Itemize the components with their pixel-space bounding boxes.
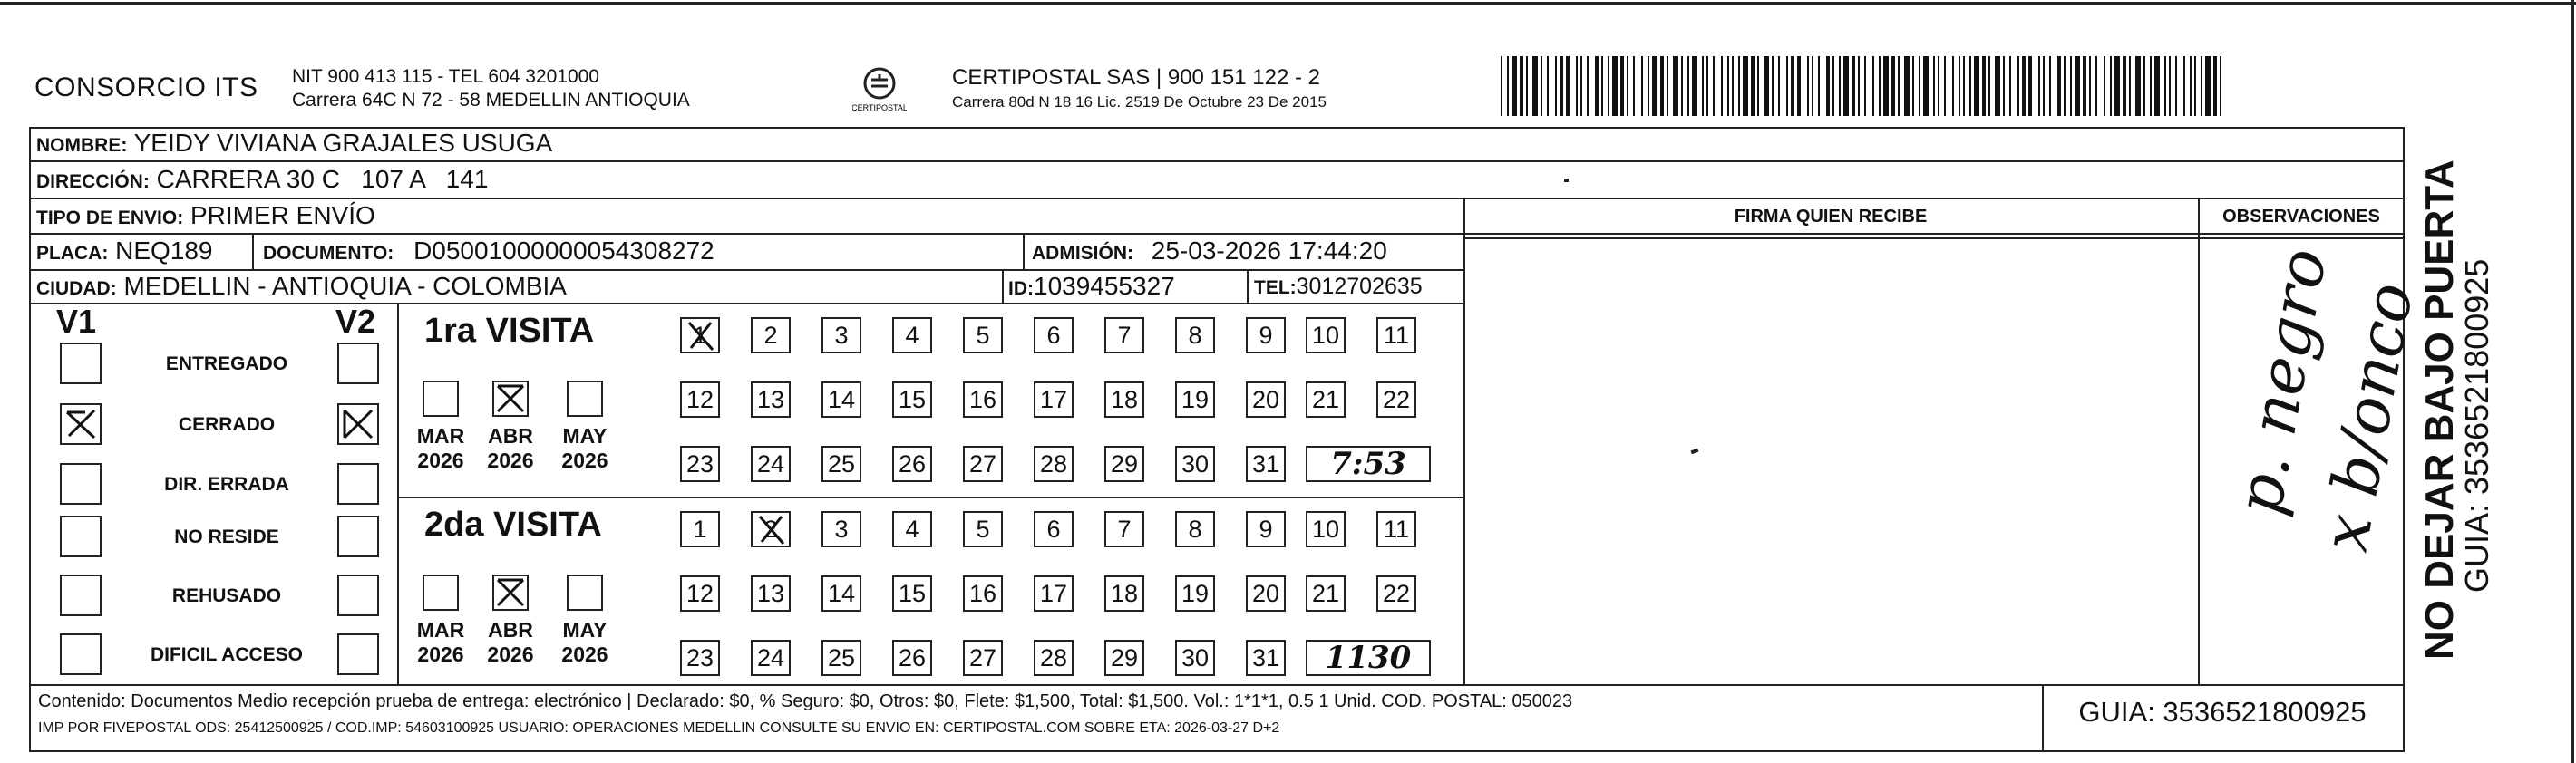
day-box[interactable]: 18 (1104, 382, 1144, 418)
barcode-bar (1757, 56, 1759, 116)
barcode-bar (1681, 56, 1683, 116)
admision-label: ADMISIÓN: (1032, 243, 1133, 264)
barcode-bar (2213, 56, 2217, 116)
check-x-icon (494, 576, 527, 609)
month-name: MAY (562, 618, 608, 642)
day-box[interactable]: 19 (1175, 575, 1215, 612)
barcode-bar (1982, 56, 1986, 116)
barcode-bar (1778, 56, 1780, 116)
month-name: ABR (488, 618, 533, 642)
month-checkbox[interactable] (567, 575, 603, 611)
day-box[interactable]: 27 (963, 446, 1003, 482)
status-label: REHUSADO (171, 585, 282, 606)
day-box[interactable]: 28 (1034, 640, 1074, 676)
barcode-bar (1648, 56, 1649, 116)
status-v2-checkbox[interactable] (337, 516, 379, 557)
v2-label: V2 (335, 303, 376, 340)
month-year: 2026 (417, 449, 464, 472)
barcode-bar (1501, 56, 1502, 116)
month-label (479, 424, 542, 473)
day-box[interactable]: 22 (1376, 575, 1416, 612)
v1-label: V1 (56, 303, 97, 340)
day-box[interactable]: 8 (1175, 317, 1215, 353)
day-box[interactable]: 2 (751, 511, 791, 547)
firma-header: FIRMA QUIEN RECIBE (1734, 207, 1928, 227)
barcode-bar (1791, 56, 1794, 116)
barcode-bar (2083, 56, 2086, 116)
status-v1-checkbox[interactable] (60, 575, 102, 616)
barcode-bar (1595, 56, 1599, 116)
barcode-bar (1959, 56, 1960, 116)
top-border (0, 2, 2576, 5)
day-box[interactable]: 31 (1246, 640, 1286, 676)
month-label (553, 618, 617, 667)
month-year: 2026 (561, 642, 608, 666)
day-mark-icon (754, 513, 789, 552)
day-box[interactable]: 25 (821, 640, 861, 676)
placa-cell (36, 235, 213, 270)
barcode-bar (2095, 56, 2097, 116)
day-box[interactable]: 10 (1306, 317, 1346, 353)
month-label (409, 618, 472, 667)
barcode-bar (1532, 56, 1538, 116)
barcode-bar (2089, 56, 2091, 116)
day-box[interactable]: 13 (751, 382, 791, 418)
barcode-bar (2075, 56, 2080, 116)
barcode-bar (1566, 56, 1570, 116)
logo-text: CERTIPOSTAL (852, 103, 907, 112)
nombre-label: NOMBRE: (36, 135, 128, 156)
day-mark-icon (684, 319, 718, 358)
barcode-bar (1612, 56, 1618, 116)
status-label: DIFICIL ACCESO (150, 644, 303, 665)
barcode-bar (1988, 56, 1990, 116)
barcode-bar (1933, 56, 1935, 116)
barcode-bar (1839, 56, 1841, 116)
day-box[interactable]: 24 (751, 446, 791, 482)
barcode-bar (1858, 56, 1860, 116)
day-box[interactable]: 28 (1034, 446, 1074, 482)
month-name: MAR (416, 424, 465, 448)
barcode-bar (1641, 56, 1643, 116)
barcode-bar (1692, 56, 1697, 116)
barcode-bar (1864, 56, 1866, 116)
ink-speck (1691, 449, 1699, 454)
barcode-bar (2017, 56, 2019, 116)
month-year: 2026 (487, 642, 534, 666)
day-box[interactable]: 29 (1104, 640, 1144, 676)
documento-value: D05001000000054308272 (413, 237, 714, 265)
barcode-bar (2110, 56, 2112, 116)
barcode-bar (2205, 56, 2211, 116)
day-box[interactable]: 27 (963, 640, 1003, 676)
day-box[interactable]: 5 (963, 317, 1003, 353)
footer-contenido: Contenido: Documentos Medio recepción prueba de entrega: electrónico | Declarado: $0, % Seguro: $0, Otros: $0, Flete: $1,500, Total: $1,500. Vol.: 1*1*1, 0.5 1 Unid. COD. POSTAL: 050023 (38, 691, 1573, 711)
status-label: CERRADO (178, 414, 276, 435)
day-box[interactable]: 1 (680, 317, 720, 353)
visit-divider (397, 497, 1463, 498)
day-box[interactable]: 23 (680, 640, 720, 676)
day-box[interactable]: 9 (1246, 317, 1286, 353)
day-box[interactable]: 29 (1104, 446, 1144, 482)
barcode-bar (1974, 56, 1979, 116)
barcode-bar (1786, 56, 1788, 116)
barcode-bar (1555, 56, 1557, 116)
tel-cell (1254, 270, 1423, 304)
barcode-bar (1633, 56, 1635, 116)
month-label (479, 618, 542, 667)
barcode-bar (1852, 56, 1855, 116)
company-info (292, 65, 690, 112)
barcode-bar (1667, 56, 1668, 116)
day-box[interactable]: 24 (751, 640, 791, 676)
status-v1-checkbox[interactable] (60, 343, 102, 384)
row-line (29, 684, 2405, 686)
day-box[interactable]: 30 (1175, 446, 1215, 482)
day-box[interactable]: 7 (1104, 317, 1144, 353)
placa-label: PLACA: (36, 243, 109, 264)
day-box[interactable]: 3 (821, 511, 861, 547)
barcode-bar (2150, 56, 2152, 116)
day-box[interactable]: 12 (680, 382, 720, 418)
day-box[interactable]: 20 (1246, 575, 1286, 612)
day-box[interactable]: 14 (821, 575, 861, 612)
status-v2-checkbox[interactable] (337, 463, 379, 505)
certipostal-logo-icon (852, 63, 907, 118)
observaciones-handwriting-1: p. negro (2221, 243, 2342, 521)
month-checkbox[interactable] (492, 381, 529, 417)
status-v2-checkbox[interactable] (337, 403, 379, 445)
day-box[interactable]: 11 (1376, 317, 1416, 353)
month-checkbox[interactable] (567, 381, 603, 417)
visit-title: 2da VISITA (424, 506, 602, 544)
barcode-bar (1576, 56, 1578, 116)
barcode-bar (2038, 56, 2040, 116)
day-box[interactable]: 12 (680, 575, 720, 612)
barcode-bar (1832, 56, 1834, 116)
barcode-bar (2220, 56, 2221, 116)
day-box[interactable]: 3 (821, 317, 861, 353)
id-value: 1039455327 (1034, 272, 1175, 300)
barcode-bar (1952, 56, 1954, 116)
day-box[interactable]: 7 (1104, 511, 1144, 547)
day-box[interactable]: 2 (751, 317, 791, 353)
placa-value: NEQ189 (115, 237, 213, 265)
ciudad-cell (36, 270, 567, 305)
status-v1-checkbox[interactable] (60, 633, 102, 675)
month-name: MAR (416, 618, 465, 642)
footer-impresion: IMP POR FIVEPOSTAL ODS: 25412500925 / COD.IMP: 54603100925 USUARIO: OPERACIONES MEDELLIN CONSULTE SU ENVIO EN: CERTIPOSTAL.COM SOBRE ETA: 2026-03-27 D+2 (38, 720, 1280, 736)
barcode-bar (2104, 56, 2105, 116)
month-checkbox[interactable] (423, 575, 459, 611)
barcode-bar (2003, 56, 2005, 116)
barcode-bar (1732, 56, 1734, 116)
barcode-bar (1660, 56, 1664, 116)
check-x-icon (62, 405, 100, 443)
day-box[interactable]: 15 (892, 382, 932, 418)
barcode-bar (2190, 56, 2192, 116)
day-box[interactable]: 4 (892, 317, 932, 353)
barcode-bar (1727, 56, 1729, 116)
admision-value: 25-03-2026 17:44:20 (1151, 237, 1387, 265)
id-label: ID: (1008, 278, 1034, 299)
right-border (2571, 0, 2574, 763)
direccion-label: DIRECCIÓN: (36, 171, 150, 192)
barcode-bar (1507, 56, 1509, 116)
status-v2-checkbox[interactable] (337, 343, 379, 384)
company-name: CONSORCIO ITS (34, 72, 258, 102)
barcode-bar (2169, 56, 2171, 116)
barcode-bar (1687, 56, 1689, 116)
check-x-icon (339, 405, 377, 443)
barcode-bar (1879, 56, 1881, 116)
barcode-bar (1826, 56, 1830, 116)
status-label: ENTREGADO (165, 353, 288, 374)
barcode-bar (2154, 56, 2160, 116)
ciudad-label: CIUDAD: (36, 278, 117, 299)
col-line (1023, 233, 1025, 269)
barcode-bar (1812, 56, 1813, 116)
direccion-row (36, 163, 488, 198)
month-year: 2026 (417, 642, 464, 666)
visit-time-box[interactable]: 1130 (1306, 640, 1431, 676)
barcode-bar (2043, 56, 2045, 116)
tipo-value: PRIMER ENVÍO (190, 201, 375, 229)
nombre-row (36, 127, 552, 162)
documento-label: DOCUMENTO: (263, 243, 394, 264)
day-box[interactable]: 21 (1306, 382, 1346, 418)
day-box[interactable]: 14 (821, 382, 861, 418)
barcode-bar (1764, 56, 1769, 116)
barcode-bar (2183, 56, 2185, 116)
barcode-bar (1772, 56, 1774, 116)
barcode-bar (2129, 56, 2131, 116)
barcode-bar (1751, 56, 1755, 116)
status-v2-checkbox[interactable] (337, 575, 379, 616)
day-box[interactable]: 4 (892, 511, 932, 547)
barcode-bar (1520, 56, 1523, 116)
day-box[interactable]: 17 (1034, 382, 1074, 418)
barcode-bar (1743, 56, 1748, 116)
barcode-bar (1706, 56, 1708, 116)
day-box[interactable]: 26 (892, 640, 932, 676)
barcode-bar (1807, 56, 1809, 116)
day-box[interactable]: 15 (892, 575, 932, 612)
barcode-bar (2135, 56, 2141, 116)
day-box[interactable]: 25 (821, 446, 861, 482)
day-box[interactable]: 6 (1034, 511, 1074, 547)
barcode-bar (1627, 56, 1628, 116)
day-box[interactable]: 16 (963, 382, 1003, 418)
barcode-bar (1923, 56, 1929, 116)
day-box[interactable]: 21 (1306, 575, 1346, 612)
col-line (1247, 269, 1249, 303)
barcode-bar (1560, 56, 1563, 116)
barcode-bar (2175, 56, 2177, 116)
courier-name: CERTIPOSTAL SAS | 900 151 122 - 2 (952, 65, 1320, 90)
col-line (2198, 198, 2200, 684)
day-box[interactable]: 13 (751, 575, 791, 612)
col-line (252, 233, 254, 269)
month-label (409, 424, 472, 473)
barcode-bar (1608, 56, 1609, 116)
direccion-value: CARRERA 30 C 107 A 141 (156, 165, 489, 193)
barcode-bar (1713, 56, 1715, 116)
day-box[interactable]: 17 (1034, 575, 1074, 612)
row-line (1463, 237, 2405, 239)
barcode-bar (1912, 56, 1914, 116)
barcode-bar (2143, 56, 2145, 116)
barcode-bar (1601, 56, 1603, 116)
month-checkbox[interactable] (492, 575, 529, 611)
barcode-bar (1818, 56, 1820, 116)
barcode-bar (1963, 56, 1965, 116)
day-box[interactable]: 26 (892, 446, 932, 482)
side-guia: GUIA: 3536521800925 (2458, 258, 2495, 593)
barcode-bar (1673, 56, 1678, 116)
barcode-bar (2022, 56, 2026, 116)
barcode-bar (1580, 56, 1582, 116)
day-box[interactable]: 9 (1246, 511, 1286, 547)
barcode-bar (1541, 56, 1542, 116)
barcode-bar (1652, 56, 1657, 116)
barcode-bar (1843, 56, 1849, 116)
barcode-bar (1938, 56, 1939, 116)
barcode-bar (2049, 56, 2051, 116)
certipostal-logo (852, 63, 907, 118)
observaciones-header: OBSERVACIONES (2222, 207, 2380, 227)
col-line (1002, 269, 1004, 303)
visit-title: 1ra VISITA (424, 312, 595, 350)
documento-cell (263, 235, 714, 270)
company-address: Carrera 64C N 72 - 58 MEDELLIN ANTIOQUIA (292, 90, 690, 111)
col-line (397, 303, 399, 684)
barcode-bar (2009, 56, 2011, 116)
tipo-label: TIPO DE ENVIO: (36, 208, 184, 228)
observaciones-handwriting-2: x b/onco (2308, 276, 2428, 557)
tipo-row (36, 199, 375, 235)
id-cell (1008, 270, 1175, 305)
barcode-bar (2164, 56, 2166, 116)
barcode-bar (2064, 56, 2066, 116)
barcode-bar (2114, 56, 2120, 116)
barcode-bar (2028, 56, 2032, 116)
barcode-bar (1797, 56, 1801, 116)
month-year: 2026 (487, 449, 534, 472)
day-box[interactable]: 10 (1306, 511, 1346, 547)
barcode-bar (1969, 56, 1971, 116)
barcode-bar (1587, 56, 1589, 116)
status-v1-checkbox[interactable] (60, 403, 102, 445)
day-box[interactable]: 30 (1175, 640, 1215, 676)
day-box[interactable]: 5 (963, 511, 1003, 547)
day-box[interactable]: 18 (1104, 575, 1144, 612)
col-line (1463, 198, 1465, 684)
barcode-bar (1620, 56, 1624, 116)
status-v1-checkbox[interactable] (60, 463, 102, 505)
barcode-bar (2123, 56, 2126, 116)
month-checkbox[interactable] (423, 381, 459, 417)
day-box[interactable]: 6 (1034, 317, 1074, 353)
courier-address: Carrera 80d N 18 16 Lic. 2519 De Octubre 23 De 2015 (952, 93, 1327, 111)
status-v1-checkbox[interactable] (60, 516, 102, 557)
frame-bottom (29, 750, 2405, 752)
day-box[interactable]: 11 (1376, 511, 1416, 547)
courier-info (952, 65, 1327, 114)
day-box[interactable]: 16 (963, 575, 1003, 612)
check-x-icon (494, 382, 527, 415)
status-v2-checkbox[interactable] (337, 633, 379, 675)
barcode-bar (2194, 56, 2196, 116)
barcode-bar (2057, 56, 2061, 116)
month-year: 2026 (561, 449, 608, 472)
no-dejar-warning: NO DEJAR BAJO PUERTA (2417, 159, 2462, 660)
barcode (1501, 56, 2224, 116)
barcode-bar (1512, 56, 1517, 116)
footer-guia: GUIA: 3536521800925 (2078, 696, 2367, 728)
barcode-bar (1995, 56, 2000, 116)
day-box[interactable]: 1 (680, 511, 720, 547)
tel-label: TEL: (1254, 277, 1297, 298)
barcode-bar (1872, 56, 1874, 116)
company-nit-tel: NIT 900 413 115 - TEL 604 3201000 (292, 66, 599, 87)
barcode-bar (1883, 56, 1889, 116)
barcode-bar (1891, 56, 1895, 116)
barcode-bar (1904, 56, 1910, 116)
day-box[interactable]: 23 (680, 446, 720, 482)
ciudad-value: MEDELLIN - ANTIOQUIA - COLOMBIA (123, 272, 567, 300)
ink-speck (1564, 179, 1569, 182)
barcode-bar (1944, 56, 1946, 116)
admision-cell (1032, 235, 1387, 270)
nombre-value: YEIDY VIVIANA GRAJALES USUGA (133, 129, 553, 157)
month-name: MAY (562, 424, 608, 448)
day-box[interactable]: 8 (1175, 511, 1215, 547)
status-label: DIR. ERRADA (164, 474, 289, 495)
barcode-bar (2201, 56, 2202, 116)
barcode-bar (1919, 56, 1920, 116)
barcode-bar (1898, 56, 1900, 116)
day-box[interactable]: 19 (1175, 382, 1215, 418)
day-box[interactable]: 20 (1246, 382, 1286, 418)
barcode-bar (1738, 56, 1740, 116)
frame-right (2403, 127, 2405, 752)
day-box[interactable]: 31 (1246, 446, 1286, 482)
frame-left (29, 127, 31, 752)
barcode-bar (1721, 56, 1723, 116)
status-label: NO RESIDE (174, 526, 279, 547)
tel-value: 3012702635 (1296, 274, 1423, 299)
barcode-bar (1526, 56, 1528, 116)
barcode-bar (2070, 56, 2072, 116)
barcode-bar (1702, 56, 1704, 116)
month-name: ABR (488, 424, 533, 448)
barcode-bar (1547, 56, 1549, 116)
day-box[interactable]: 22 (1376, 382, 1416, 418)
month-label (553, 424, 617, 473)
visit-time-box[interactable]: 7:53 (1306, 446, 1431, 482)
